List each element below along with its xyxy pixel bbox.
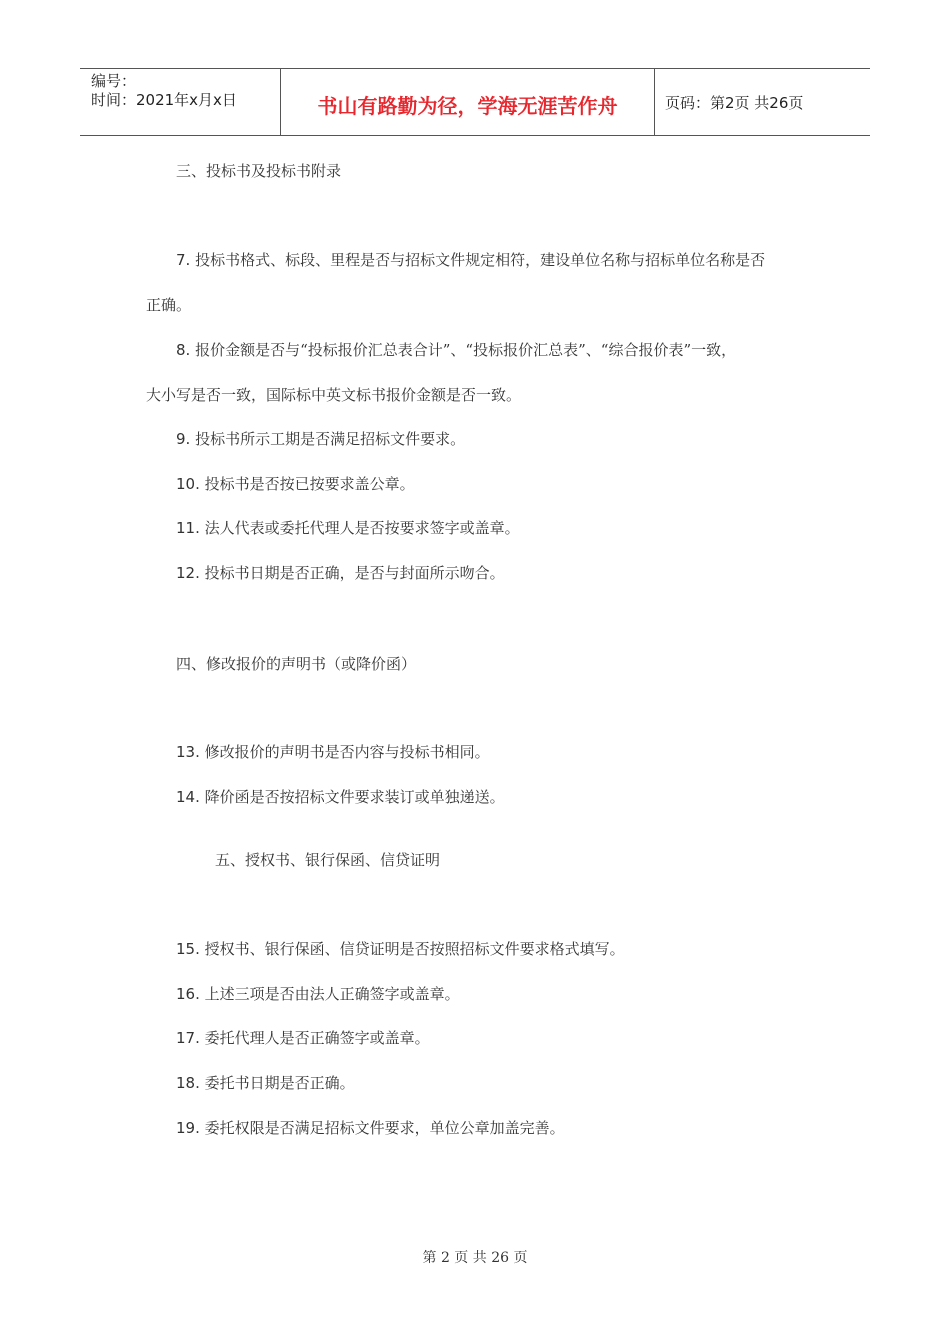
item-15-number: 15. — [176, 940, 200, 958]
item-7-line-1 — [176, 250, 765, 270]
item-8-line-1 — [176, 340, 736, 360]
item-9-number: 9. — [176, 430, 191, 448]
item-7-line-2: 正确。 — [146, 296, 192, 314]
header-page-label: 页码：第2页 共26页 — [665, 93, 804, 112]
item-11 — [176, 518, 520, 538]
item-8-number: 8. — [176, 341, 191, 359]
item-10-number: 10. — [176, 475, 200, 493]
item-17-number: 17. — [176, 1029, 200, 1047]
item-16 — [176, 984, 460, 1004]
item-14 — [176, 787, 505, 807]
item-7-text-1: 投标书格式、标段、里程是否与招标文件规定相符，建设单位名称与招标单位名称是否 — [195, 251, 766, 269]
item-19-text: 委托权限是否满足招标文件要求，单位公章加盖完善。 — [204, 1119, 565, 1137]
header-time-label: 时间：2021年x月x日 — [91, 91, 237, 109]
item-15 — [176, 939, 625, 959]
page-footer: 第 2 页 共 26 页 — [422, 1250, 528, 1266]
header-code-label: 编号： — [91, 72, 137, 90]
item-16-number: 16. — [176, 985, 200, 1003]
item-15-text: 授权书、银行保函、信贷证明是否按照招标文件要求格式填写。 — [204, 940, 625, 958]
section-heading-5: 五、授权书、银行保函、信贷证明 — [215, 851, 441, 869]
item-18-text: 委托书日期是否正确。 — [204, 1074, 355, 1092]
item-18-number: 18. — [176, 1074, 200, 1092]
item-14-number: 14. — [176, 788, 200, 806]
item-12-number: 12. — [176, 564, 200, 582]
item-19-number: 19. — [176, 1119, 200, 1137]
item-12 — [176, 563, 505, 583]
item-13-number: 13. — [176, 743, 200, 761]
item-10 — [176, 474, 415, 494]
item-11-text: 法人代表或委托代理人是否按要求签字或盖章。 — [204, 519, 520, 537]
item-8-text-1: 报价金额是否与“投标报价汇总表合计”、“投标报价汇总表”、“综合报价表”一致， — [195, 341, 737, 359]
item-10-text: 投标书是否按已按要求盖公章。 — [204, 475, 415, 493]
item-7-number: 7. — [176, 251, 191, 269]
section-heading-3: 三、投标书及投标书附录 — [176, 162, 342, 180]
item-14-text: 降价函是否按招标文件要求装订或单独递送。 — [204, 788, 505, 806]
item-18 — [176, 1073, 355, 1093]
item-13 — [176, 742, 490, 762]
header-meta — [80, 69, 281, 135]
page-header — [80, 68, 870, 136]
item-9 — [176, 429, 465, 449]
item-17-text: 委托代理人是否正确签字或盖章。 — [204, 1029, 430, 1047]
header-motto: 书山有路勤为径，学海无涯苦作舟 — [281, 69, 655, 135]
item-16-text: 上述三项是否由法人正确签字或盖章。 — [204, 985, 460, 1003]
item-12-text: 投标书日期是否正确，是否与封面所示吻合。 — [204, 564, 505, 582]
item-8-line-2: 大小写是否一致，国际标中英文标书报价金额是否一致。 — [146, 386, 522, 404]
item-9-text: 投标书所示工期是否满足招标文件要求。 — [195, 430, 466, 448]
section-heading-4: 四、修改报价的声明书（或降价函） — [176, 655, 417, 673]
item-13-text: 修改报价的声明书是否内容与投标书相同。 — [204, 743, 490, 761]
item-17 — [176, 1028, 430, 1048]
item-11-number: 11. — [176, 519, 200, 537]
item-19 — [176, 1118, 565, 1138]
